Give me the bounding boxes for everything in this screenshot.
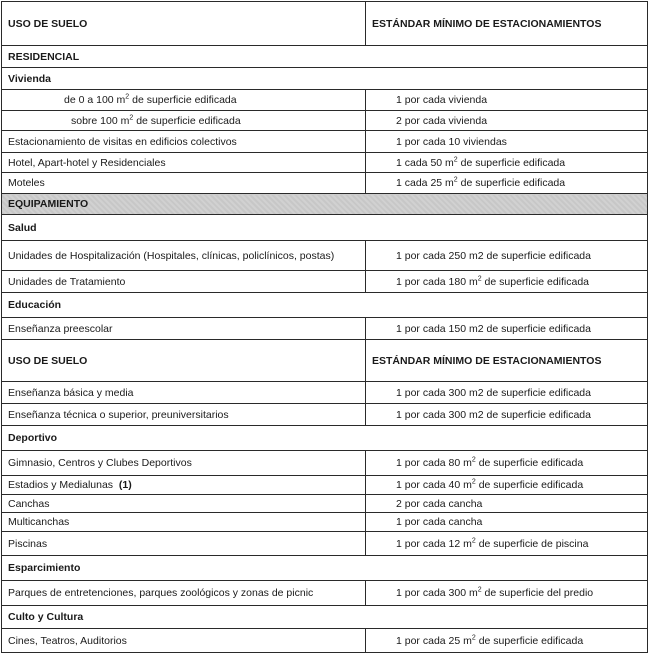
estandar-text: de superficie edificada (475, 479, 584, 491)
table-row (2, 111, 648, 131)
estandar-cell: 1 por cada 250 m2 de superficie edificada (366, 241, 648, 271)
superscript: 2 (471, 478, 476, 486)
uso-text: de superficie edificada (133, 114, 241, 127)
uso-cell: Unidades de Tratamiento (2, 271, 366, 293)
estandar-text: de superficie edificada (457, 156, 566, 169)
uso-cell: Enseñanza preescolar (2, 318, 366, 340)
estandar-text: 1 por cada 80 m (396, 457, 472, 469)
uso-cell (2, 90, 366, 111)
uso-cell: Cines, Teatros, Auditorios (2, 629, 366, 653)
estandar-cell (366, 532, 648, 556)
estandar-text: 1 cada 50 m (396, 156, 454, 169)
uso-text: de superficie edificada (129, 94, 237, 106)
uso-cell: Estacionamiento de visitas en edificios colectivos (2, 131, 366, 153)
table-row (2, 629, 648, 653)
section-row-equipamiento (2, 194, 648, 215)
header-uso-de-suelo: USO DE SUELO (2, 340, 366, 382)
subsection-title: Deportivo (2, 426, 648, 451)
superscript: 2 (471, 634, 476, 641)
table-row (2, 318, 648, 340)
uso-text: Estadios y Medialunas (8, 479, 114, 491)
estandar-cell: 2 por cada vivienda (366, 111, 648, 131)
section-title: EQUIPAMIENTO (2, 194, 648, 215)
estandar-cell: 1 por cada cancha (366, 513, 648, 532)
estandar-cell: 1 por cada 300 m2 de superficie edificada (366, 382, 648, 404)
estandar-cell (366, 271, 648, 293)
subsection-row-culto-cultura (2, 606, 648, 629)
table-header-row (2, 2, 648, 46)
estandar-cell: 1 por cada vivienda (366, 90, 648, 111)
estandar-text: de superficie de piscina (475, 537, 589, 550)
table-row (2, 271, 648, 293)
subsection-title: Salud (2, 215, 648, 241)
table-row (2, 90, 648, 111)
table-row (2, 513, 648, 532)
superscript: 2 (477, 586, 482, 594)
estandar-text: de superficie del predio (481, 587, 594, 599)
estandar-text: 1 por cada 40 m (396, 479, 472, 491)
subsection-title: Esparcimiento (2, 556, 648, 581)
estandar-cell (366, 476, 648, 495)
section-title: RESIDENCIAL (2, 46, 648, 68)
uso-cell: Parques de entretenciones, parques zoológicos y zonas de picnic (2, 581, 366, 606)
footnote-marker: (1) (118, 479, 132, 491)
estandar-text: de superficie edificada (475, 634, 584, 647)
table-header-row-repeat (2, 340, 648, 382)
uso-cell: Multicanchas (2, 513, 366, 532)
estandar-cell (366, 581, 648, 606)
estandar-cell: 1 por cada 300 m2 de superficie edificada (366, 404, 648, 426)
superscript: 2 (471, 456, 476, 464)
estandar-text: 1 cada 25 m (396, 177, 454, 189)
estandar-cell (366, 153, 648, 173)
table-row (2, 476, 648, 495)
uso-cell: Enseñanza técnica o superior, preuniversitarios (2, 404, 366, 426)
table-row (2, 451, 648, 476)
subsection-row-esparcimiento (2, 556, 648, 581)
subsection-row-educacion (2, 293, 648, 318)
table-row (2, 581, 648, 606)
superscript: 2 (453, 176, 458, 184)
estandar-text: 1 por cada 12 m (396, 537, 472, 550)
estandar-cell: 2 por cada cancha (366, 495, 648, 513)
subsection-row-deportivo (2, 426, 648, 451)
uso-text: sobre 100 m (71, 114, 130, 127)
estandar-cell: 1 por cada 150 m2 de superficie edificada (366, 318, 648, 340)
subsection-row-vivienda (2, 68, 648, 90)
subsection-title: Vivienda (2, 68, 648, 90)
estandar-text: 1 por cada 300 m (396, 587, 478, 599)
section-row-residencial (2, 46, 648, 68)
header-uso-de-suelo: USO DE SUELO (2, 2, 366, 46)
table-row (2, 241, 648, 271)
subsection-title: Culto y Cultura (2, 606, 648, 629)
estandar-text: de superficie edificada (475, 457, 584, 469)
table-row (2, 382, 648, 404)
estandar-text: 1 por cada 180 m (396, 275, 478, 288)
superscript: 2 (129, 114, 134, 121)
superscript: 2 (125, 93, 130, 101)
table-row (2, 495, 648, 513)
estandar-cell (366, 451, 648, 476)
uso-cell: Enseñanza básica y media (2, 382, 366, 404)
table-row (2, 153, 648, 173)
subsection-row-salud (2, 215, 648, 241)
uso-cell (2, 476, 366, 495)
parking-standards-table (1, 1, 648, 653)
superscript: 2 (477, 275, 482, 282)
estandar-text: de superficie edificada (481, 275, 590, 288)
table-row (2, 532, 648, 556)
header-estandar-minimo: ESTÁNDAR MÍNIMO DE ESTACIONAMIENTOS (366, 2, 648, 46)
uso-cell: Hotel, Apart-hotel y Residenciales (2, 153, 366, 173)
table-row (2, 173, 648, 194)
uso-text: de 0 a 100 m (64, 94, 126, 106)
estandar-cell: 1 por cada 10 viviendas (366, 131, 648, 153)
estandar-text: de superficie edificada (457, 177, 566, 189)
table-row (2, 404, 648, 426)
subsection-title: Educación (2, 293, 648, 318)
uso-cell: Canchas (2, 495, 366, 513)
superscript: 2 (453, 156, 458, 163)
uso-cell: Piscinas (2, 532, 366, 556)
uso-cell: Unidades de Hospitalización (Hospitales, clínicas, policlínicos, postas) (2, 241, 366, 271)
uso-cell: Gimnasio, Centros y Clubes Deportivos (2, 451, 366, 476)
header-estandar-minimo: ESTÁNDAR MÍNIMO DE ESTACIONAMIENTOS (366, 340, 648, 382)
estandar-cell (366, 629, 648, 653)
table-row (2, 131, 648, 153)
superscript: 2 (471, 537, 476, 544)
estandar-text: 1 por cada 25 m (396, 634, 472, 647)
uso-cell: Moteles (2, 173, 366, 194)
uso-cell (2, 111, 366, 131)
estandar-cell (366, 173, 648, 194)
